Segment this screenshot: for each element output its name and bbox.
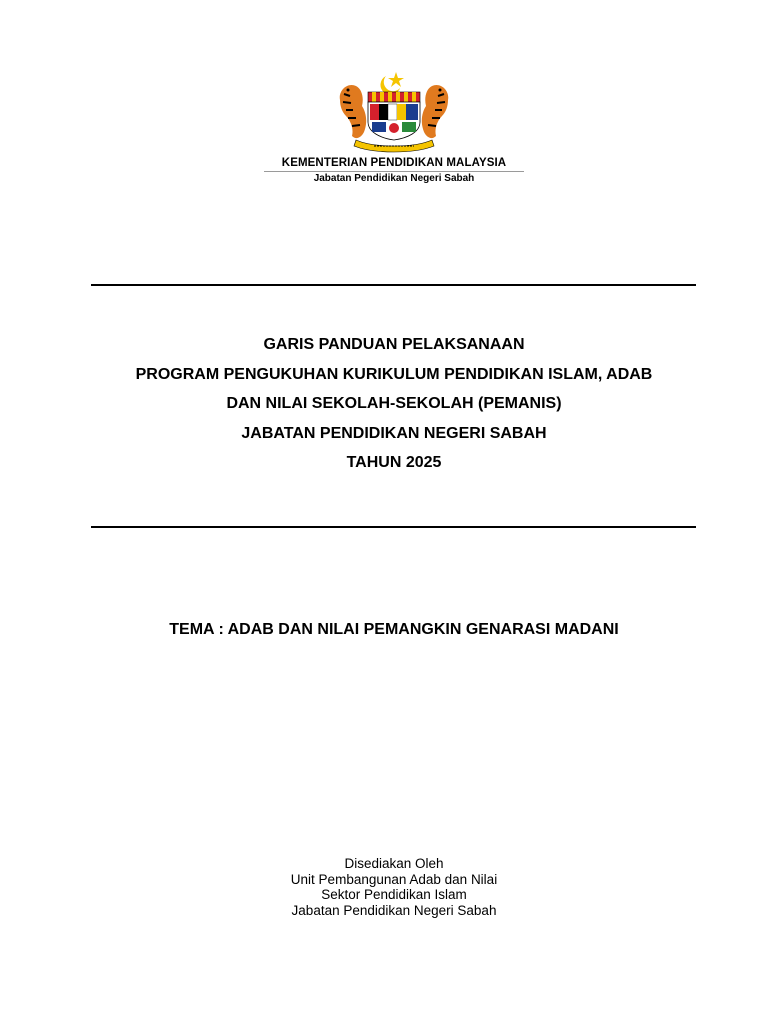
prepared-by-line: Disediakan Oleh (344, 856, 444, 871)
coat-of-arms-emblem (334, 70, 454, 154)
top-divider (91, 284, 696, 286)
title-line: JABATAN PENDIDIKAN NEGERI SABAH (241, 424, 547, 442)
title-line: TAHUN 2025 (346, 454, 442, 471)
theme-heading: TEMA : ADAB DAN NILAI PEMANGKIN GENARASI MADANI (169, 621, 619, 638)
crescent-star-icon (380, 72, 404, 95)
bottom-divider (91, 526, 696, 528)
left-tiger-icon (340, 85, 366, 138)
shield-icon (368, 92, 420, 140)
document-title (60, 330, 728, 478)
ministry-name: KEMENTERIAN PENDIDIKAN MALAYSIA (281, 157, 507, 169)
title-line: PROGRAM PENGUKUHAN KURIKULUM PENDIDIKAN ISLAM, ADAB (135, 365, 653, 383)
prepared-by-line: Jabatan Pendidikan Negeri Sabah (291, 902, 497, 918)
title-line: DAN NILAI SEKOLAH-SEKOLAH (PEMANIS) (226, 395, 562, 412)
prepared-by-line: Unit Pembangunan Adab dan Nilai (290, 871, 498, 887)
right-tiger-icon (422, 85, 448, 138)
prepared-by-block (194, 856, 594, 918)
title-line: GARIS PANDUAN PELAKSANAAN (263, 336, 525, 353)
ministry-divider (264, 171, 524, 172)
prepared-by-line: Sektor Pendidikan Islam (321, 887, 467, 902)
ministry-header (264, 156, 524, 185)
department-name: Jabatan Pendidikan Negeri Sabah (313, 173, 475, 184)
motto-ribbon-icon (354, 140, 434, 152)
